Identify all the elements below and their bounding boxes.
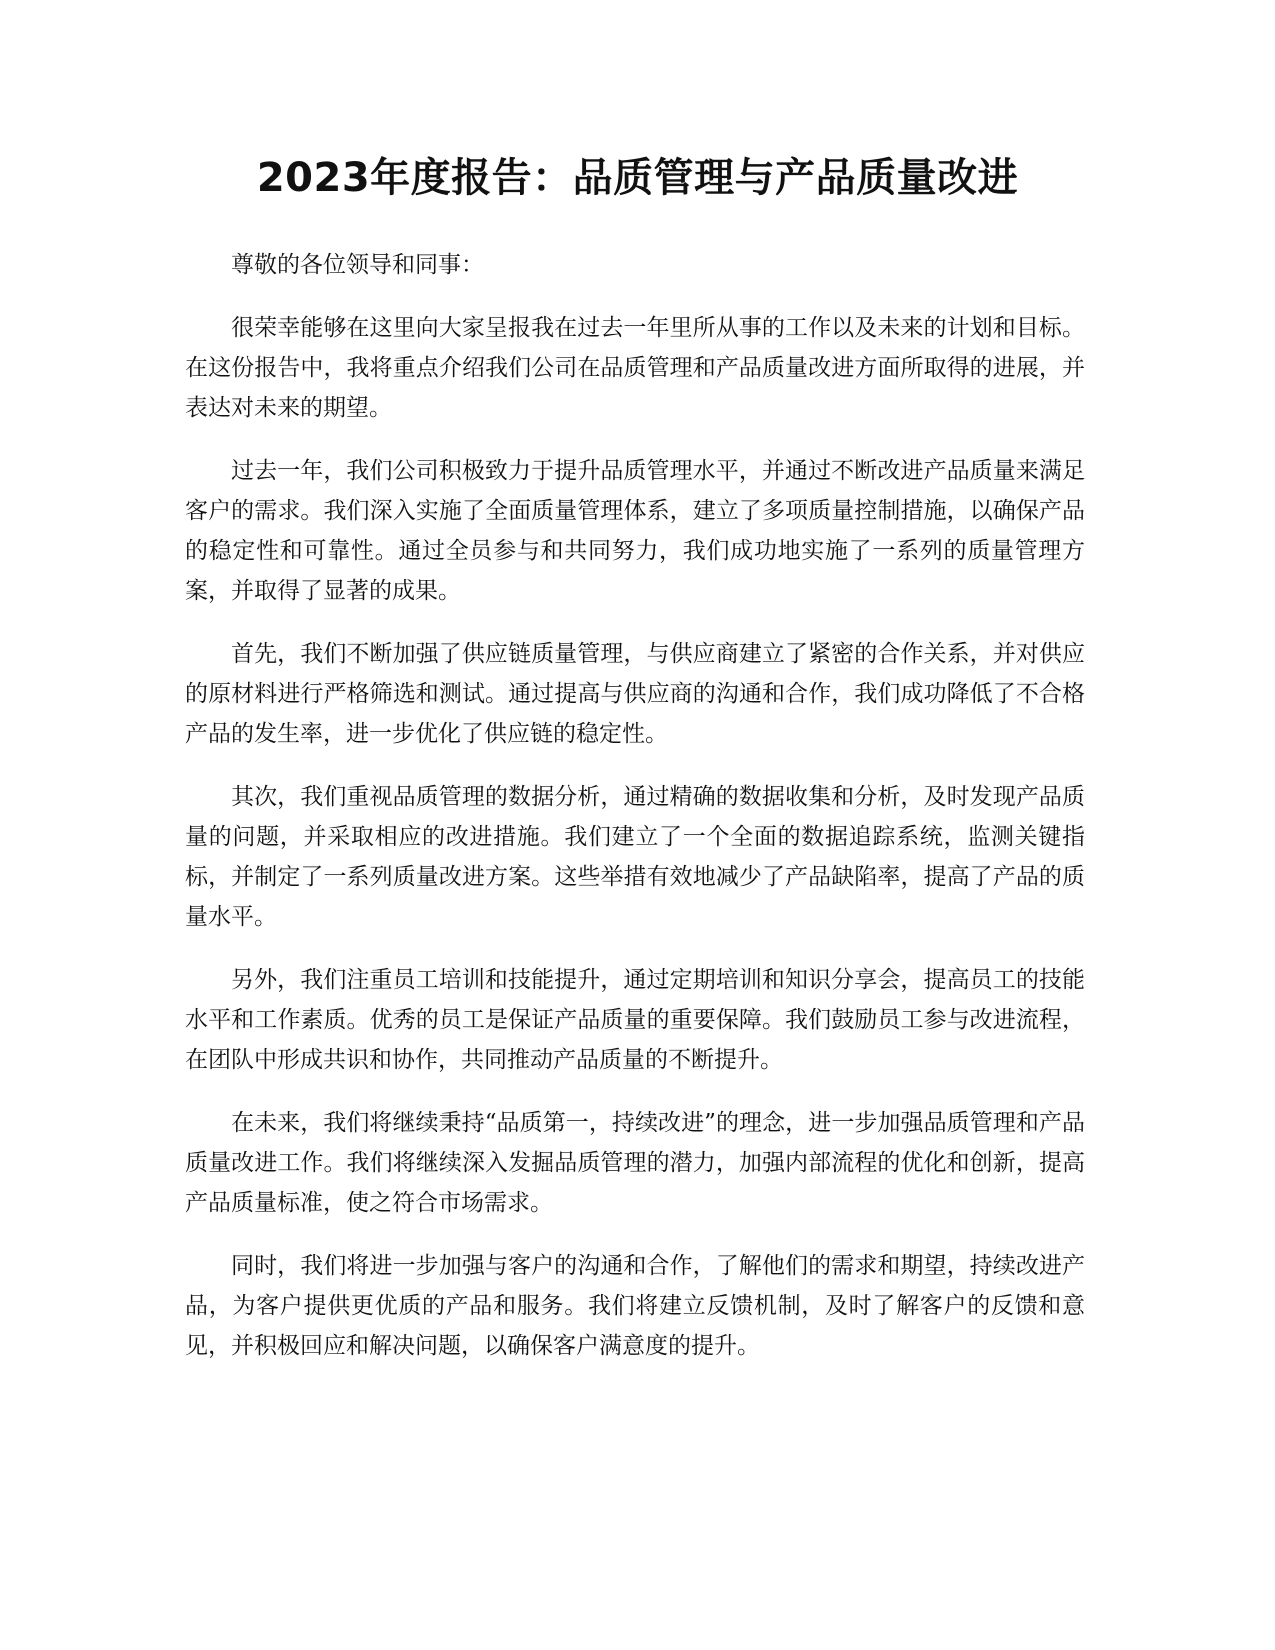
- document-body: [185, 245, 1085, 1389]
- paragraph-training: 另外，我们注重员工培训和技能提升，通过定期培训和知识分享会，提高员工的技能水平和工作素质。优秀的员工是保证产品质量的重要保障。我们鼓励员工参与改进流程，在团队中形成共识和协作，共同推动产品质量的不断提升。: [185, 967, 1085, 1073]
- salutation: 尊敬的各位领导和同事：: [231, 252, 484, 278]
- paragraph-customers: 同时，我们将进一步加强与客户的沟通和合作，了解他们的需求和期望，持续改进产品，为客户提供更优质的产品和服务。我们将建立反馈机制，及时了解客户的反馈和意见，并积极回应和解决问题，以确保客户满意度的提升。: [185, 1253, 1085, 1359]
- paragraph-introduction: 很荣幸能够在这里向大家呈报我在过去一年里所从事的工作以及未来的计划和目标。在这份报告中，我将重点介绍我们公司在品质管理和产品质量改进方面所取得的进展，并表达对未来的期望。: [185, 315, 1085, 421]
- paragraph-future: 在未来，我们将继续秉持“品质第一，持续改进”的理念，进一步加强品质管理和产品质量改进工作。我们将继续深入发掘品质管理的潜力，加强内部流程的优化和创新，提高产品质量标准，使之符合市场需求。: [185, 1110, 1085, 1216]
- page-title: 2023年度报告：品质管理与产品质量改进: [256, 155, 1019, 201]
- paragraph-supply-chain: 首先，我们不断加强了供应链质量管理，与供应商建立了紧密的合作关系，并对供应的原材料进行严格筛选和测试。通过提高与供应商的沟通和合作，我们成功降低了不合格产品的发生率，进一步优化了供应链的稳定性。: [185, 641, 1085, 747]
- paragraph-past-year: 过去一年，我们公司积极致力于提升品质管理水平，并通过不断改进产品质量来满足客户的需求。我们深入实施了全面质量管理体系，建立了多项质量控制措施，以确保产品的稳定性和可靠性。通过全员参与和共同努力，我们成功地实施了一系列的质量管理方案，并取得了显著的成果。: [185, 458, 1085, 604]
- paragraph-data-analysis: 其次，我们重视品质管理的数据分析，通过精确的数据收集和分析，及时发现产品质量的问题，并采取相应的改进措施。我们建立了一个全面的数据追踪系统，监测关键指标，并制定了一系列质量改进方案。这些举措有效地减少了产品缺陷率，提高了产品的质量水平。: [185, 784, 1085, 930]
